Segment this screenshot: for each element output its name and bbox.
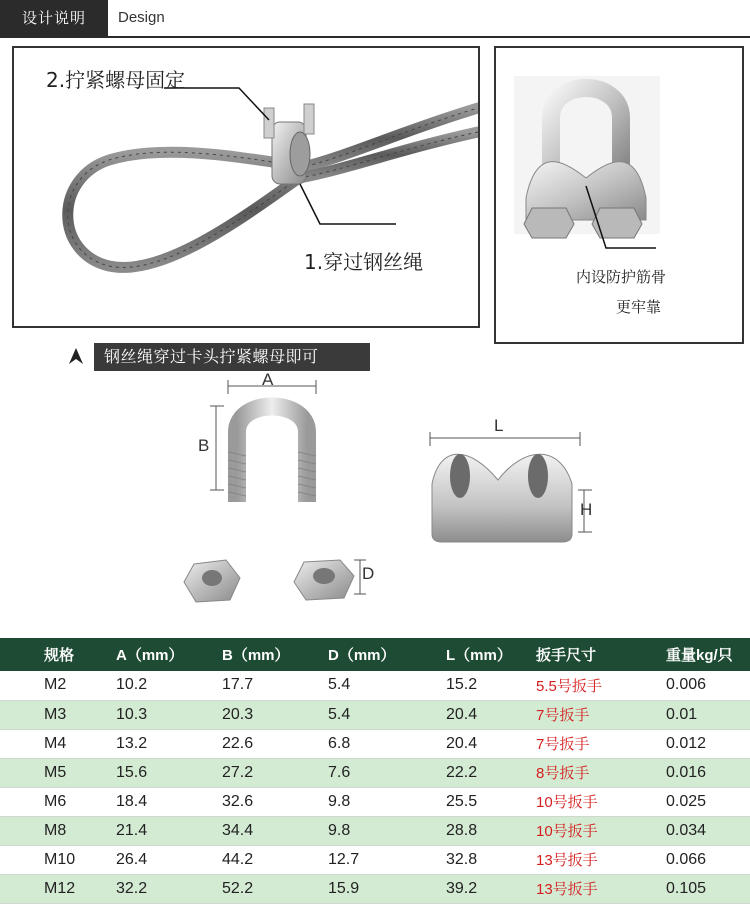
cell-b: 27.2 (190, 758, 298, 787)
header-l-mm: L（mm） (406, 638, 522, 671)
triangle-marker-icon (68, 346, 84, 366)
spec-table (0, 638, 750, 904)
cell-spec: M10 (0, 845, 90, 874)
cell-d: 7.6 (298, 758, 406, 787)
rib-note-line1: 内设防护筋骨 (576, 268, 667, 286)
cell-a: 26.4 (90, 845, 190, 874)
table-row (0, 729, 750, 758)
cell-d: 12.7 (298, 845, 406, 874)
table-row (0, 758, 750, 787)
cell-weight: 0.034 (636, 816, 750, 845)
cell-a: 13.2 (90, 729, 190, 758)
cell-b: 52.2 (190, 874, 298, 903)
cell-spec: M6 (0, 787, 90, 816)
nut-diagram (180, 550, 380, 610)
cell-weight: 0.01 (636, 700, 750, 729)
cell-l: 28.8 (406, 816, 522, 845)
rib-note-line2: 更牢靠 (616, 298, 662, 316)
header-d-mm: D（mm） (298, 638, 406, 671)
callout-tighten-nut: 2.拧紧螺母固定 (46, 68, 186, 92)
cell-l: 25.5 (406, 787, 522, 816)
section-subtitle: Design (118, 9, 165, 26)
cell-d: 5.4 (298, 700, 406, 729)
section-tag: 设计说明 (0, 0, 108, 36)
header-wrench-size: 扳手尺寸 (522, 638, 636, 671)
cell-a: 15.6 (90, 758, 190, 787)
dimension-b-label: B (198, 436, 210, 455)
cell-d: 6.8 (298, 729, 406, 758)
table-row (0, 816, 750, 845)
cell-weight: 0.025 (636, 787, 750, 816)
cell-wrench: 10号扳手 (522, 816, 636, 845)
cell-spec: M3 (0, 700, 90, 729)
table-row (0, 845, 750, 874)
cell-l: 22.2 (406, 758, 522, 787)
cell-wrench: 13号扳手 (522, 874, 636, 903)
cell-a: 21.4 (90, 816, 190, 845)
header-weight: 重量kg/只 (636, 638, 750, 671)
cell-b: 44.2 (190, 845, 298, 874)
saddle-diagram (420, 424, 600, 554)
cell-d: 9.8 (298, 787, 406, 816)
cell-l: 15.2 (406, 671, 522, 700)
cell-weight: 0.105 (636, 874, 750, 903)
header-bar (0, 0, 750, 38)
cell-b: 34.4 (190, 816, 298, 845)
header-a-mm: A（mm） (90, 638, 190, 671)
clip-detail-panel (494, 46, 744, 344)
u-bolt-diagram (192, 372, 342, 522)
cell-wrench: 10号扳手 (522, 787, 636, 816)
header-spec: 规格 (0, 638, 90, 671)
cell-weight: 0.066 (636, 845, 750, 874)
cell-weight: 0.012 (636, 729, 750, 758)
dimension-h-label: H (580, 500, 593, 519)
cell-b: 32.6 (190, 787, 298, 816)
table-header-row (0, 638, 750, 671)
cell-l: 32.8 (406, 845, 522, 874)
cell-spec: M8 (0, 816, 90, 845)
callout-thread-rope: 1.穿过钢丝绳 (304, 250, 424, 274)
instruction-banner: 钢丝绳穿过卡头拧紧螺母即可 (94, 343, 370, 371)
table-row (0, 671, 750, 700)
cell-wrench: 7号扳手 (522, 729, 636, 758)
cell-weight: 0.016 (636, 758, 750, 787)
cell-d: 15.9 (298, 874, 406, 903)
cell-a: 10.2 (90, 671, 190, 700)
cell-spec: M12 (0, 874, 90, 903)
cell-wrench: 5.5号扳手 (522, 671, 636, 700)
cell-d: 5.4 (298, 671, 406, 700)
cell-a: 18.4 (90, 787, 190, 816)
cell-b: 17.7 (190, 671, 298, 700)
cell-spec: M2 (0, 671, 90, 700)
table-row (0, 874, 750, 903)
cell-a: 10.3 (90, 700, 190, 729)
cell-l: 20.4 (406, 700, 522, 729)
cell-wrench: 8号扳手 (522, 758, 636, 787)
cell-wrench: 13号扳手 (522, 845, 636, 874)
dimension-l-label: L (494, 416, 504, 435)
cell-b: 22.6 (190, 729, 298, 758)
cell-weight: 0.006 (636, 671, 750, 700)
header-b-mm: B（mm） (190, 638, 298, 671)
cell-l: 39.2 (406, 874, 522, 903)
cell-l: 20.4 (406, 729, 522, 758)
cell-spec: M4 (0, 729, 90, 758)
rope-photo-panel (12, 46, 480, 328)
cell-a: 32.2 (90, 874, 190, 903)
dimension-a-label: A (262, 370, 274, 389)
table-row (0, 787, 750, 816)
dimension-d-label: D (362, 564, 375, 583)
table-row (0, 700, 750, 729)
cell-spec: M5 (0, 758, 90, 787)
cell-b: 20.3 (190, 700, 298, 729)
cell-d: 9.8 (298, 816, 406, 845)
cell-wrench: 7号扳手 (522, 700, 636, 729)
